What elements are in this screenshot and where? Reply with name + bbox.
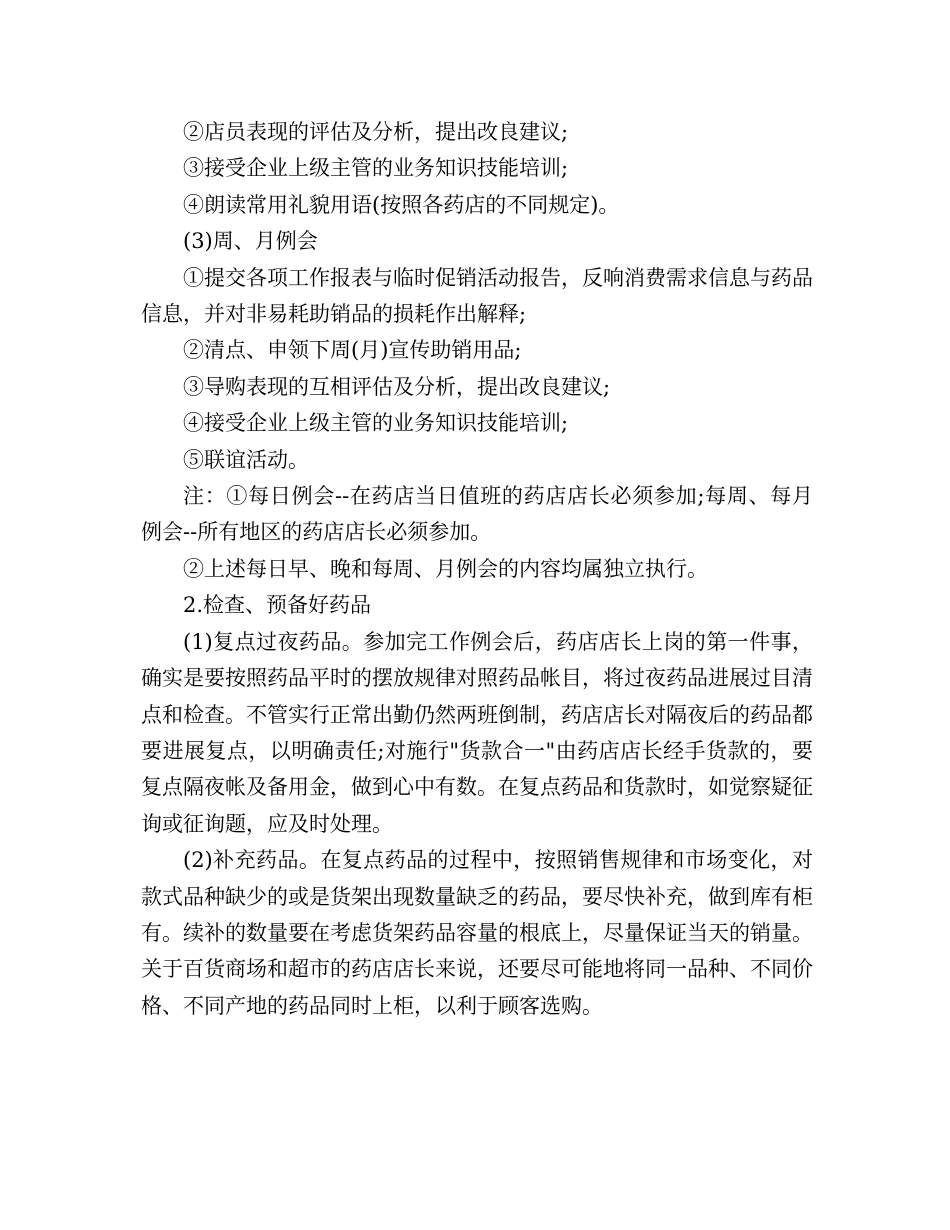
section-heading-check-medicines: 2.检查、预备好药品 <box>183 593 372 618</box>
paragraph-staff-evaluation: ②店员表现的评估及分析，提出改良建议; <box>183 120 569 144</box>
paragraph-note-meetings: 注：①每日例会--在药店当日值班的药店店长必须参加;每周、每月例会--所有地区的药店店长必须参加。 <box>141 484 813 545</box>
document-page <box>141 114 813 1024</box>
paragraph-polite-language: ④朗读常用礼貌用语(按照各药店的不同规定)。 <box>183 192 620 217</box>
paragraph-submit-reports: ①提交各项工作报表与临时促销活动报告，反响消费需求信息与药品信息，并对非易耗助销品的损耗作出解释; <box>141 265 813 327</box>
paragraph-note-independent: ②上述每日早、晚和每周、月例会的内容均属独立执行。 <box>183 556 708 581</box>
paragraph-replenish-medicines: (2)补充药品。在复点药品的过程中，按照销售规律和市场变化，对款式品种缺少的或是货架出现数量缺乏的药品，要尽快补充，做到库有柜有。续补的数量要在考虑货架药品容量的根底上，尽量保证当天的销量。关于百货商场和超市的药店店长来说，还要尽可能地将同一品种、不同价格、不同产地的药品同时上柜，以利于顾客选购。 <box>141 848 813 1018</box>
paragraph-recount-medicines: (1)复点过夜药品。参加完工作例会后，药店店长上岗的第一件事，确实是要按照药品平时的摆放规律对照药品帐目，将过夜药品进展过目清点和检查。不管实行正常出勤仍然两班倒制，药店店长对隔夜后的药品都要进展复点，以明确责任;对施行"货款合一"由药店店长经手货款的，要复点隔夜帐及备用金，做到心中有数。在复点药品和货款时，如觉察疑征询或征询题，应及时处理。 <box>141 629 813 836</box>
paragraph-social-activity: ⑤联谊活动。 <box>183 447 309 472</box>
paragraph-training: ③接受企业上级主管的业务知识技能培训; <box>183 156 569 181</box>
section-heading-weekly-monthly-meeting: (3)周、月例会 <box>183 229 318 254</box>
paragraph-skill-training: ④接受企业上级主管的业务知识技能培训; <box>183 411 569 436</box>
paragraph-count-supplies: ②清点、申领下周(月)宣传助销用品; <box>183 338 522 363</box>
paragraph-mutual-evaluation: ③导购表现的互相评估及分析，提出改良建议; <box>183 374 611 399</box>
